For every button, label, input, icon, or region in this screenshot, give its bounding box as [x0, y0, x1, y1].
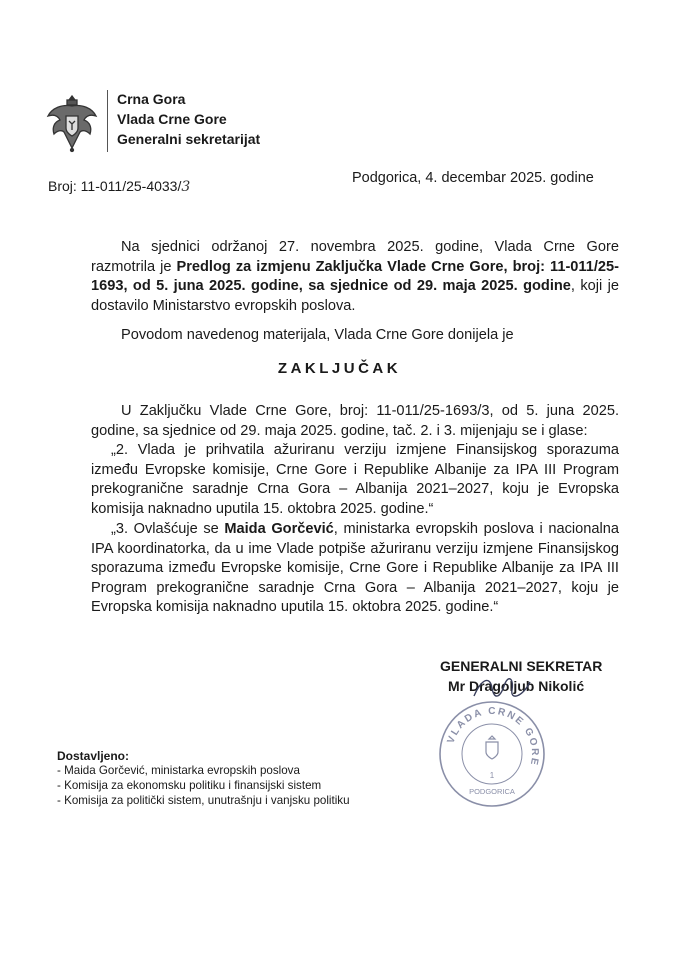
- reference-number-text: Broj: 11-011/25-4033/: [48, 178, 182, 194]
- distribution-item: - Komisija za politički sistem, unutrašnju i vanjsku politiku: [57, 794, 350, 807]
- header-government: Vlada Crne Gore: [117, 111, 227, 127]
- header-country: Crna Gora: [117, 91, 186, 107]
- place-date: Podgorica, 4. decembar 2025. godine: [352, 170, 594, 186]
- stamp-number: 1: [489, 771, 495, 780]
- intro-paragraph: [91, 238, 619, 316]
- stamp-city: PODGORICA: [469, 787, 515, 796]
- body-p3-text-a: „3. Ovlašćuje se: [111, 521, 225, 537]
- signature-title: GENERALNI SEKRETAR: [440, 658, 603, 674]
- reference-number: [48, 178, 190, 195]
- distribution-item: - Komisija za ekonomsku politiku i finansijski sistem: [57, 779, 322, 792]
- intro-text-bold: Predlog za izmjenu Zaključka Vlade Crne Gore, broj: 11-011/25-1693, od 5. juna 2025. godine, sa sjednice od 29. maja 2025. godine: [91, 258, 619, 295]
- header-divider: [107, 90, 108, 152]
- body-p3-text-c: , ministarka evropskih poslova i nacionalna IPA koordinatorka, da u ime Vlade potpiše ažuriranu verziju izmjene Finansijskog sporazuma između Evropske komisije, Crne Gore i Republike Albanije za IPA III Program prekogranične saradnje Crna Gora – Albanija 2021–2027, koju je Evropska komisija naknadno uputila 15. oktobra 2025. godine.“: [91, 521, 619, 616]
- reference-number-handwritten: 3: [181, 179, 191, 195]
- intro-text-a: Na sjednici održanoj 27. novembra 2025. godine, Vlada Crne Gore razmotrila je: [91, 239, 619, 275]
- body-paragraph-1: U Zaključku Vlade Crne Gore, broj: 11-011/25-1693/3, od 5. juna 2025. godine, sa sjednice od 29. maja 2025. godine, tač. 2. i 3. mijenjaju se i glase:: [91, 403, 619, 439]
- official-stamp: [436, 698, 548, 810]
- signature-name: Mr Dragoljub Nikolić: [448, 678, 585, 694]
- document-title: ZAKLJUČAK: [277, 360, 402, 377]
- intro-decision-sentence: Povodom navedenog materijala, Vlada Crne Gore donijela je: [121, 327, 514, 343]
- header-secretariat: Generalni sekretarijat: [117, 131, 261, 147]
- intro-text-c: , koji je dostavilo Ministarstvo evropskih poslova.: [91, 278, 620, 314]
- coat-of-arms-emblem: [44, 90, 100, 154]
- body-p3-name-bold: Maida Gorčević: [224, 521, 334, 537]
- distribution-heading: Dostavljeno:: [57, 749, 130, 763]
- body-paragraph-3: [91, 520, 619, 618]
- body-paragraph-2: „2. Vlada je prihvatila ažuriranu verziju izmjene Finansijskog sporazuma između Evropske komisije, Crne Gore i Republike Albanije za IPA III Program prekogranične saradnje Crna Gora – Albanija 2021–2027, koju je Evropska komisija naknadno uputila 15. oktobra 2025. godine.“: [91, 442, 619, 517]
- distribution-item: - Maida Gorčević, ministarka evropskih poslova: [57, 764, 300, 777]
- stamp-ring-text: VLADA CRNE GORE: [445, 705, 541, 768]
